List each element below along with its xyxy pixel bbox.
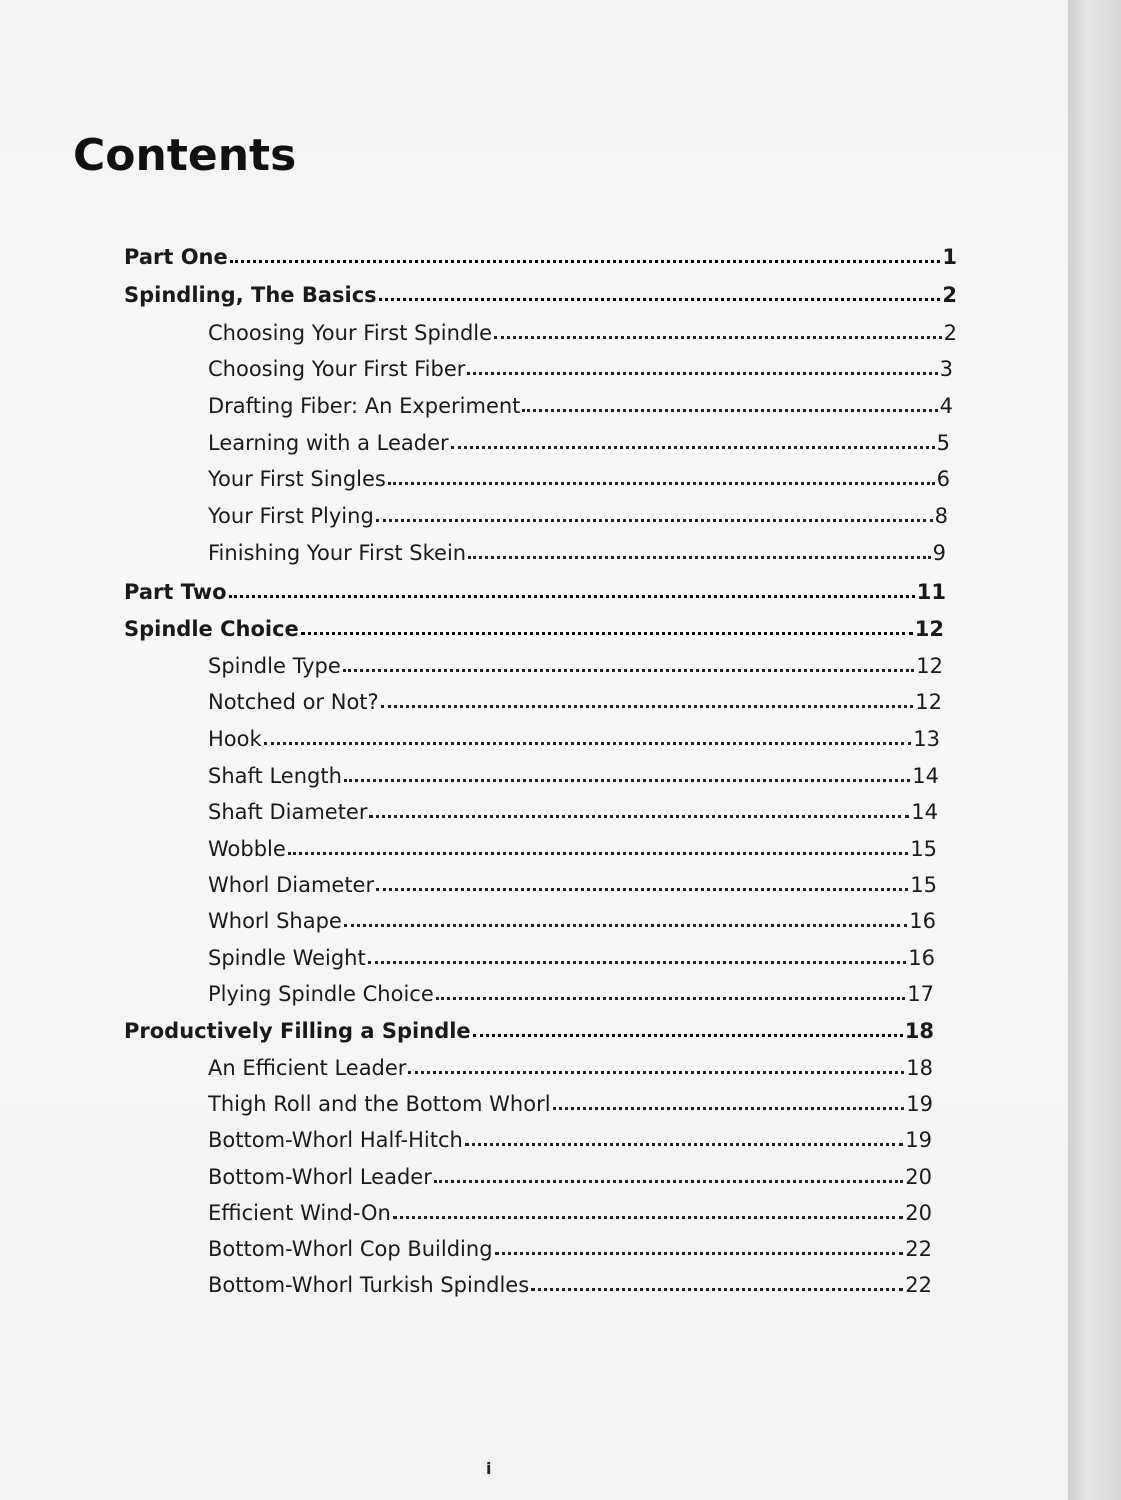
toc-section-entry [208, 467, 950, 491]
toc-section-entry [208, 431, 950, 455]
dot-leader [531, 1287, 903, 1291]
toc-entry-page: 3 [939, 357, 953, 381]
toc-section-entry [208, 357, 953, 381]
toc-entry-label: Wobble [208, 837, 286, 861]
toc-entry-page: 17 [907, 982, 934, 1006]
page-number: i [486, 1459, 492, 1478]
toc-entry-label: Drafting Fiber: An Experiment [208, 394, 521, 418]
toc-part-entry [124, 1019, 934, 1043]
toc-section-entry [208, 1273, 932, 1297]
toc-entry-label: Whorl Shape [208, 909, 342, 933]
dot-leader [553, 1106, 905, 1110]
toc-entry-page: 15 [910, 837, 937, 861]
dot-leader [393, 1215, 903, 1219]
toc-section-entry [208, 394, 953, 418]
dot-leader [408, 1070, 904, 1074]
toc-entry-label: Bottom-Whorl Turkish Spindles [208, 1273, 530, 1297]
toc-entry-label: Part Two [124, 580, 227, 604]
toc-entry-page: 12 [916, 654, 943, 678]
toc-section-entry [208, 946, 935, 970]
toc-section-entry [208, 800, 938, 824]
dot-leader [288, 851, 908, 855]
dot-leader [301, 631, 913, 635]
toc-section-entry [208, 1165, 932, 1189]
toc-entry-page: 20 [905, 1201, 932, 1225]
toc-entry-label: Bottom-Whorl Leader [208, 1165, 432, 1189]
toc-entry-page: 22 [905, 1273, 932, 1297]
toc-entry-page: 20 [905, 1165, 932, 1189]
toc-entry-page: 11 [916, 580, 946, 604]
toc-part-entry [124, 580, 946, 604]
toc-section-entry [208, 982, 934, 1006]
toc-entry-label: Efficient Wind-On [208, 1201, 391, 1225]
toc-entry-page: 19 [906, 1092, 933, 1116]
toc-entry-page: 12 [915, 690, 942, 714]
toc-entry-page: 19 [905, 1128, 932, 1152]
dot-leader [369, 814, 909, 818]
dot-leader [379, 297, 941, 301]
toc-section-entry [208, 541, 946, 565]
toc-section-entry [208, 727, 940, 751]
dot-leader [344, 778, 910, 782]
toc-entry-label: Notched or Not? [208, 690, 379, 714]
toc-entry-page: 8 [934, 504, 948, 528]
toc-entry-page: 16 [909, 909, 936, 933]
toc-entry-label: Hook [208, 727, 262, 751]
toc-section-entry [208, 837, 937, 861]
toc-entry-page: 14 [911, 800, 938, 824]
toc-entry-page: 2 [943, 321, 957, 345]
toc-section-entry [208, 1237, 932, 1261]
dot-leader [436, 996, 906, 1000]
toc-entry-page: 6 [936, 467, 950, 491]
toc-entry-label: Thigh Roll and the Bottom Whorl [208, 1092, 551, 1116]
toc-entry-label: Bottom-Whorl Cop Building [208, 1237, 493, 1261]
toc-entry-label: Bottom-Whorl Half-Hitch [208, 1128, 463, 1152]
toc-entry-label: Spindle Weight [208, 946, 366, 970]
toc-entry-label: Spindle Type [208, 654, 341, 678]
toc-entry-label: Part One [124, 245, 228, 269]
toc-entry-page: 15 [910, 873, 937, 897]
toc-section-entry [208, 504, 948, 528]
toc-entry-label: An Efficient Leader [208, 1056, 407, 1080]
dot-leader [388, 481, 935, 485]
toc-entry-page: 1 [942, 245, 957, 269]
dot-leader [494, 335, 942, 339]
toc-section-entry [208, 1092, 933, 1116]
dot-leader [381, 704, 914, 708]
toc-section-entry [208, 764, 939, 788]
toc-entry-page: 22 [905, 1237, 932, 1261]
toc-section-entry [208, 1201, 932, 1225]
toc-part-entry [124, 617, 944, 641]
toc-entry-page: 13 [913, 727, 940, 751]
toc-section-entry [208, 909, 936, 933]
dot-leader [467, 371, 937, 375]
toc-section-entry [208, 321, 957, 345]
page-edge [1068, 0, 1121, 1500]
dot-leader [465, 1142, 903, 1146]
toc-entry-page: 9 [932, 541, 946, 565]
dot-leader [376, 887, 908, 891]
toc-entry-page: 18 [906, 1056, 933, 1080]
toc-entry-label: Choosing Your First Spindle [208, 321, 493, 345]
dot-leader [495, 1251, 904, 1255]
dot-leader [230, 259, 941, 263]
dot-leader [376, 518, 933, 522]
toc-entry-label: Shaft Length [208, 764, 342, 788]
toc-entry-label: Productively Filling a Spindle [124, 1019, 471, 1043]
toc-entry-page: 16 [908, 946, 935, 970]
dot-leader [473, 1033, 903, 1037]
toc-entry-page: 5 [936, 431, 950, 455]
toc-entry-label: Choosing Your First Fiber [208, 357, 466, 381]
toc-entry-label: Plying Spindle Choice [208, 982, 434, 1006]
toc-entry-label: Spindle Choice [124, 617, 299, 641]
toc-section-entry [208, 1128, 932, 1152]
dot-leader [522, 408, 937, 412]
toc-section-entry [208, 1056, 933, 1080]
dot-leader [434, 1179, 903, 1183]
dot-leader [344, 923, 907, 927]
dot-leader [264, 741, 912, 745]
toc-part-entry [124, 245, 957, 269]
dot-leader [368, 960, 907, 964]
toc-section-entry [208, 654, 943, 678]
dot-leader [451, 445, 935, 449]
toc-entry-page: 18 [904, 1019, 934, 1043]
toc-entry-label: Finishing Your First Skein [208, 541, 467, 565]
toc-entry-label: Your First Singles [208, 467, 386, 491]
toc-section-entry [208, 690, 942, 714]
toc-entry-page: 14 [912, 764, 939, 788]
toc-section-entry [208, 873, 937, 897]
toc-entry-label: Whorl Diameter [208, 873, 375, 897]
page-title: Contents [73, 130, 297, 181]
toc-entry-label: Your First Plying [208, 504, 374, 528]
dot-leader [343, 668, 914, 672]
toc-entry-label: Learning with a Leader [208, 431, 449, 455]
dot-leader [468, 555, 931, 559]
dot-leader [229, 594, 915, 598]
toc-entry-page: 12 [914, 617, 944, 641]
toc-entry-page: 4 [939, 394, 953, 418]
toc-entry-page: 2 [942, 283, 957, 307]
toc-part-entry [124, 283, 957, 307]
toc-entry-label: Shaft Diameter [208, 800, 368, 824]
toc-entry-label: Spindling, The Basics [124, 283, 377, 307]
